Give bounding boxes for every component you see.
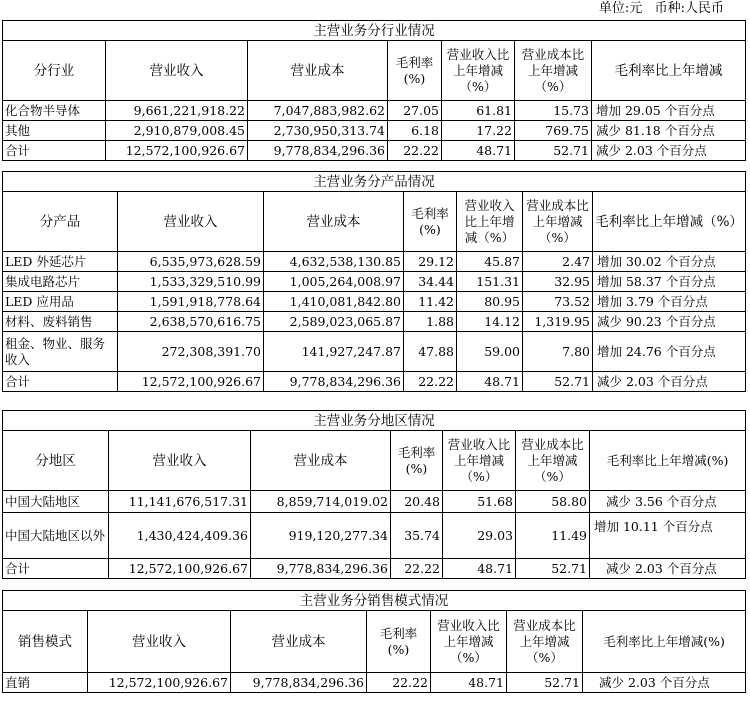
cell-cost-change: 7.80 [523, 332, 593, 372]
table-row [3, 292, 746, 312]
header-margin-change: 毛利率比上年增减(%) [583, 611, 746, 673]
table-row [3, 101, 746, 121]
cell-revenue-change: 45.87 [457, 252, 523, 272]
cell-revenue-change: 80.95 [457, 292, 523, 312]
cell-margin-change: 增加 24.76 个百分点 [593, 332, 746, 372]
cell-gross-margin: 1.88 [404, 312, 457, 332]
cell-cost: 9,778,834,296.36 [248, 141, 388, 161]
region-table [2, 410, 746, 579]
cell-revenue: 6,535,973,628.59 [118, 252, 264, 272]
cell-margin-change: 增加 29.05 个百分点 [592, 101, 746, 121]
cell-revenue-change: 61.81 [442, 101, 515, 121]
cell-revenue-change: 29.03 [443, 513, 516, 559]
cell-margin-change: 减少 3.56 个百分点 [590, 491, 746, 513]
cell-gross-margin: 22.22 [388, 141, 442, 161]
table-row [3, 121, 746, 141]
cell-cost: 1,005,264,008.97 [264, 272, 404, 292]
cell-gross-margin: 6.18 [388, 121, 442, 141]
cell-cost: 919,120,277.34 [251, 513, 391, 559]
table-row [3, 673, 746, 693]
cell-revenue-change: 51.68 [443, 491, 516, 513]
cell-revenue-change: 48.71 [443, 559, 516, 579]
header-margin-change: 毛利率比上年增减（%） [593, 192, 746, 252]
table-row [3, 559, 746, 579]
header-region: 分地区 [3, 431, 109, 491]
unit-currency-line: 单位:元 币种:人民币 [598, 1, 724, 16]
cell-gross-margin: 22.22 [367, 673, 431, 693]
product-caption: 主营业务分产品情况 [3, 172, 746, 192]
sales-mode-table [2, 590, 746, 693]
cell-cost: 2,730,950,313.74 [248, 121, 388, 141]
header-gross-margin: 毛利率(%) [391, 431, 443, 491]
cell-revenue: 11,141,676,517.31 [109, 491, 251, 513]
table-row [3, 332, 746, 372]
cell-revenue: 2,638,570,616.75 [118, 312, 264, 332]
cell-gross-margin: 35.74 [391, 513, 443, 559]
cell-cost: 9,778,834,296.36 [251, 559, 391, 579]
cell-revenue: 12,572,100,926.67 [88, 673, 231, 693]
cell-cost: 9,778,834,296.36 [231, 673, 367, 693]
cell-margin-change: 增加 30.02 个百分点 [593, 252, 746, 272]
cell-cost-change: 52.71 [515, 141, 592, 161]
cell-gross-margin: 34.44 [404, 272, 457, 292]
cell-category: 化合物半导体 [3, 101, 106, 121]
cell-category: 合计 [3, 372, 118, 392]
cell-cost: 2,589,023,065.87 [264, 312, 404, 332]
cell-cost-change: 2.47 [523, 252, 593, 272]
cell-category: 集成电路芯片 [3, 272, 118, 292]
cell-cost-change: 32.95 [523, 272, 593, 292]
cell-revenue-change: 48.71 [431, 673, 507, 693]
cell-margin-change: 增加 3.79 个百分点 [593, 292, 746, 312]
header-cost-change: 营业成本比上年增减（%） [507, 611, 583, 673]
cell-cost: 4,632,538,130.85 [264, 252, 404, 272]
cell-gross-margin: 27.05 [388, 101, 442, 121]
header-gross-margin: 毛利率(%) [367, 611, 431, 673]
table-row [3, 491, 746, 513]
cell-cost-change: 58.80 [516, 491, 590, 513]
cell-category: 合计 [3, 559, 109, 579]
cell-revenue-change: 48.71 [457, 372, 523, 392]
cell-revenue: 12,572,100,926.67 [118, 372, 264, 392]
cell-margin-change: 减少 2.03 个百分点 [583, 673, 746, 693]
cell-revenue: 9,661,221,918.22 [106, 101, 248, 121]
cell-revenue-change: 17.22 [442, 121, 515, 141]
header-revenue: 营业收入 [88, 611, 231, 673]
cell-margin-change: 减少 90.23 个百分点 [593, 312, 746, 332]
cell-cost: 141,927,247.87 [264, 332, 404, 372]
cell-gross-margin: 29.12 [404, 252, 457, 272]
header-revenue: 营业收入 [118, 192, 264, 252]
cell-cost: 8,859,714,019.02 [251, 491, 391, 513]
cell-cost-change: 11.49 [516, 513, 590, 559]
header-revenue: 营业收入 [109, 431, 251, 491]
cell-gross-margin: 11.42 [404, 292, 457, 312]
header-revenue-change: 营业收入比上年增减（%） [457, 192, 523, 252]
cell-category: 租金、物业、服务收入 [3, 332, 118, 372]
cell-cost-change: 52.71 [516, 559, 590, 579]
cell-margin-change: 减少 2.03 个百分点 [593, 372, 746, 392]
cell-category: LED 外延芯片 [3, 252, 118, 272]
cell-margin-change: 减少 2.03 个百分点 [592, 141, 746, 161]
cell-revenue-change: 48.71 [442, 141, 515, 161]
cell-margin-change: 增加 58.37 个百分点 [593, 272, 746, 292]
table-row [3, 252, 746, 272]
header-cost: 营业成本 [248, 41, 388, 101]
table-row [3, 513, 746, 559]
cell-revenue-change: 59.00 [457, 332, 523, 372]
header-cost-change: 营业成本比上年增减（%） [523, 192, 593, 252]
cell-revenue: 272,308,391.70 [118, 332, 264, 372]
header-cost-change: 营业成本比上年增减（%） [516, 431, 590, 491]
cell-revenue: 1,533,329,510.99 [118, 272, 264, 292]
header-gross-margin: 毛利率(%) [388, 41, 442, 101]
cell-category: LED 应用品 [3, 292, 118, 312]
cell-cost-change: 769.75 [515, 121, 592, 141]
sales-mode-caption: 主营业务分销售模式情况 [3, 591, 746, 611]
cell-category: 直销 [3, 673, 88, 693]
cell-category: 其他 [3, 121, 106, 141]
cell-revenue-change: 14.12 [457, 312, 523, 332]
table-row [3, 272, 746, 292]
header-sales-mode: 销售模式 [3, 611, 88, 673]
cell-cost-change: 52.71 [507, 673, 583, 693]
cell-cost-change: 73.52 [523, 292, 593, 312]
header-cost: 营业成本 [231, 611, 367, 673]
cell-revenue: 12,572,100,926.67 [106, 141, 248, 161]
header-revenue-change: 营业收入比上年增减（%） [442, 41, 515, 101]
cell-cost-change: 52.71 [523, 372, 593, 392]
cell-gross-margin: 20.48 [391, 491, 443, 513]
header-margin-change: 毛利率比上年增减 [592, 41, 746, 101]
header-industry: 分行业 [3, 41, 106, 101]
region-caption: 主营业务分地区情况 [3, 411, 746, 431]
cell-revenue: 1,591,918,778.64 [118, 292, 264, 312]
cell-category: 材料、废料销售 [3, 312, 118, 332]
cell-gross-margin: 47.88 [404, 332, 457, 372]
header-margin-change: 毛利率比上年增减(%) [590, 431, 746, 491]
cell-category: 合计 [3, 141, 106, 161]
cell-cost-change: 1,319.95 [523, 312, 593, 332]
cell-cost-change: 15.73 [515, 101, 592, 121]
header-revenue-change: 营业收入比上年增减（%） [443, 431, 516, 491]
cell-margin-change: 减少 81.18 个百分点 [592, 121, 746, 141]
table-row [3, 312, 746, 332]
cell-gross-margin: 22.22 [404, 372, 457, 392]
header-cost: 营业成本 [264, 192, 404, 252]
header-product: 分产品 [3, 192, 118, 252]
industry-table [2, 20, 746, 161]
cell-revenue: 2,910,879,008.45 [106, 121, 248, 141]
cell-revenue: 12,572,100,926.67 [109, 559, 251, 579]
cell-margin-change: 增加 10.11 个百分点 [590, 513, 746, 559]
product-table [2, 171, 746, 392]
header-gross-margin: 毛利率(%) [404, 192, 457, 252]
table-row [3, 372, 746, 392]
cell-category: 中国大陆地区以外 [3, 513, 109, 559]
cell-cost: 7,047,883,982.62 [248, 101, 388, 121]
cell-category: 中国大陆地区 [3, 491, 109, 513]
cell-revenue-change: 151.31 [457, 272, 523, 292]
header-revenue-change: 营业收入比上年增减（%） [431, 611, 507, 673]
cell-margin-change: 减少 2.03 个百分点 [590, 559, 746, 579]
cell-cost: 9,778,834,296.36 [264, 372, 404, 392]
cell-cost: 1,410,081,842.80 [264, 292, 404, 312]
cell-revenue: 1,430,424,409.36 [109, 513, 251, 559]
table-row [3, 141, 746, 161]
cell-gross-margin: 22.22 [391, 559, 443, 579]
header-cost: 营业成本 [251, 431, 391, 491]
header-cost-change: 营业成本比上年增减（%） [515, 41, 592, 101]
industry-caption: 主营业务分行业情况 [3, 21, 746, 41]
header-revenue: 营业收入 [106, 41, 248, 101]
